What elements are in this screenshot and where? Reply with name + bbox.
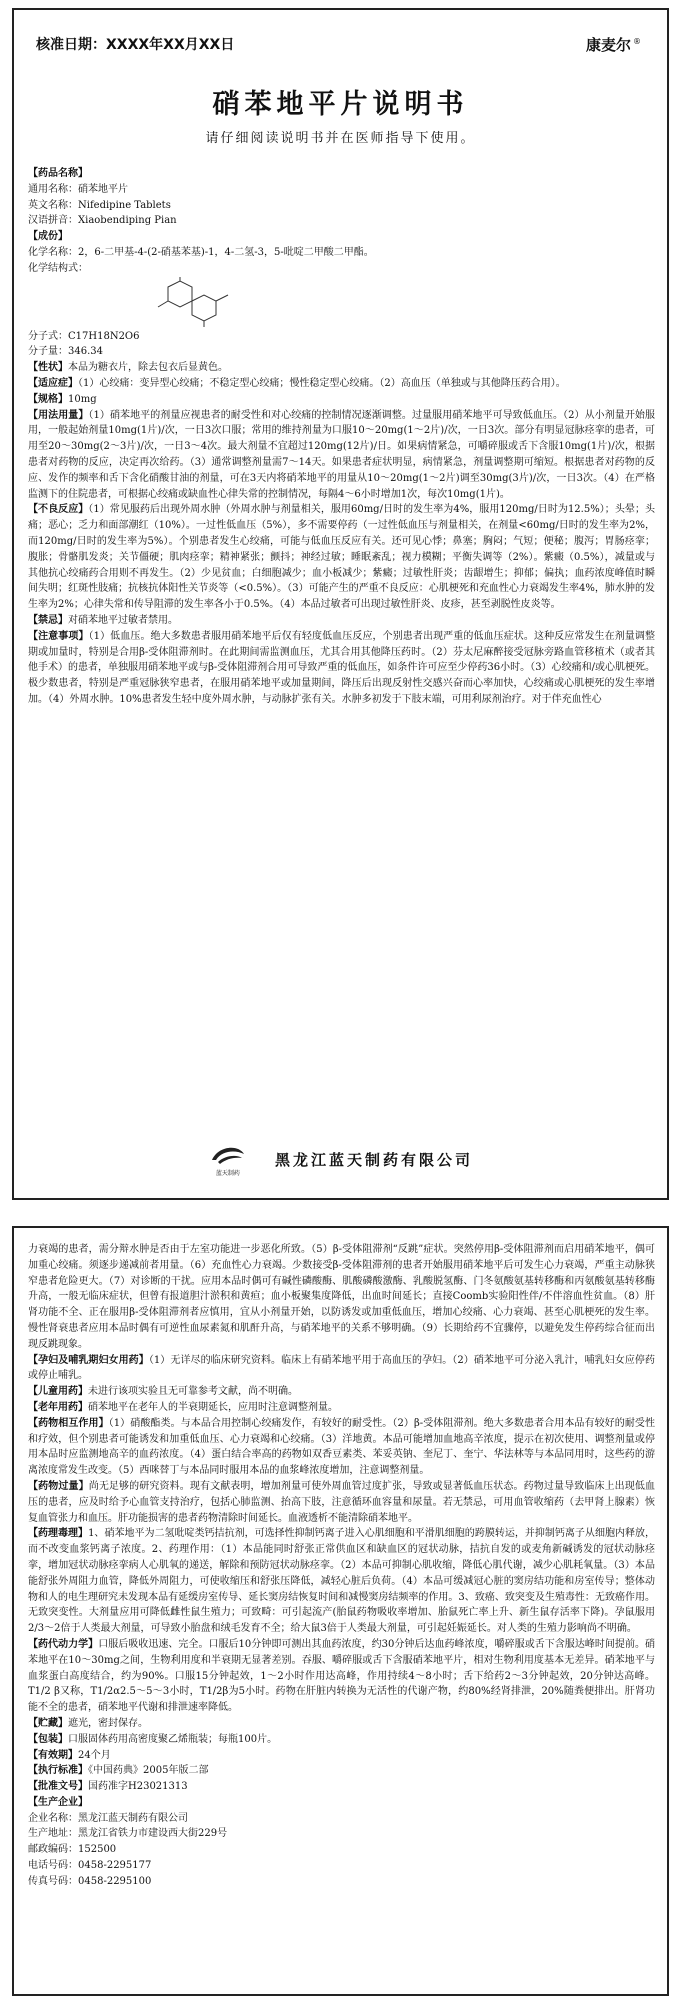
section [28, 1400, 655, 1416]
section [28, 1526, 655, 1637]
section-text: （1）心绞痛：变异型心绞痛；不稳定型心绞痛；慢性稳定型心绞痛。（2）高血压（单独或与其他降压药合用）。 [78, 377, 566, 389]
section [28, 392, 655, 408]
logo-text: 蓝天制药 [215, 1170, 240, 1177]
section-heading: 【不良反应】 [28, 504, 89, 516]
section-heading: 【儿童用药】 [28, 1386, 88, 1398]
section [28, 1763, 655, 1779]
section-heading: 【包装】 [28, 1733, 68, 1745]
section-text: 尚无足够的研究资料。现有文献表明，增加剂量可使外周血管过度扩张，导致或显著低血压状态。药物过量导致临床上出现低血压的患者，应及时给予心血管支持治疗，包括心肺监测、抬高下肢，注意循环血容量和尿量。若无禁忌，可用血管收缩药（去甲肾上腺素）恢复血管张力和血压。肝功能损害的患者药物清除时间延长。血液透析不能清除硝苯地平。 [28, 1480, 656, 1524]
section-line [28, 1242, 655, 1353]
section-line [28, 198, 655, 214]
section-text: 遮光，密封保存。 [68, 1717, 148, 1729]
section-heading: 【药代动力学】 [28, 1638, 99, 1650]
section [28, 1748, 655, 1764]
brand-name [586, 34, 641, 55]
section-list-1 [14, 146, 667, 708]
section-text: 口服后吸收迅速、完全。口服后10分钟即可测出其血药浓度，约30分钟后达血药峰浓度，嚼碎服或舌下含服达峰时间提前。硝苯地平在10～30mg之间，生物利用度和半衰期无显著差别。吞服、嚼碎服或舌下含服硝苯地平片，相对生物利用度基本无差异。硝苯地平与血浆蛋白高度结合，约为90%。口服15分钟起效，1～2小时作用达高峰，作用持续4～8小时；舌下给药2～3分钟起效，20分钟达高峰。T1/2 β又称，T1/2α2.5～5～3小时，T1/2β为5小时。药物在肝脏内转换为无活性的代谢产物，约80%经肾排泄，20%随粪便排出。肝肾功能不全的患者，硝苯地平代谢和排泄速率降低。 [28, 1638, 656, 1714]
section [28, 502, 655, 613]
section-heading: 【孕妇及哺乳期妇女用药】 [28, 1354, 149, 1366]
company-logo-icon [208, 1142, 248, 1176]
section [28, 1637, 655, 1716]
section [28, 1416, 655, 1479]
section-text: 英文名称：Nifedipine Tablets [28, 199, 171, 211]
document-subtitle: 请仔细阅读说明书并在医师指导下使用。 [205, 131, 476, 146]
section-text: 分子式：C17H18N2O6 [28, 330, 140, 342]
section-text: 对硝苯地平过敏者禁用。 [68, 614, 178, 626]
section [28, 408, 655, 503]
section [28, 629, 655, 708]
section [28, 1779, 655, 1795]
chemical-structure-icon [148, 277, 655, 329]
section-line [28, 261, 655, 277]
section-heading: 【禁忌】 [28, 614, 68, 626]
section-line [28, 1874, 655, 1890]
section-heading: 【老年用药】 [28, 1401, 88, 1413]
section [28, 1384, 655, 1400]
section-heading: 【批准文号】 [28, 1781, 88, 1793]
section-text: 24个月 [78, 1749, 111, 1761]
section [28, 1716, 655, 1732]
section-text: 分子量：346.34 [28, 346, 103, 358]
section-heading: 【用法用量】 [28, 409, 89, 421]
section-text: 邮政编码：152500 [28, 1844, 117, 1856]
section-heading: 【药理毒理】 [28, 1528, 89, 1540]
section-text: 1、硝苯地平为二氢吡啶类钙拮抗剂，可选择性抑制钙离子进入心肌细胞和平滑肌细胞的跨膜转运，并抑制钙离子从细胞内释放，而不改变血浆钙离子浓度。2、药理作用：（1）本品能同时舒张正常供血区和缺血区的冠状动脉，拮抗自发的或麦角新碱诱发的冠状动脉痉挛，增加冠状动脉痉挛病人心肌氧的递送，解除和预防冠状动脉痉挛。（2）本品可抑制心肌收缩，降低心肌代谢，减少心肌耗氧量。（3）本品能舒张外周阻力血管，降低外周阻力，可使收缩压和舒张压降低，减轻心脏后负荷。（4）本品可缓减冠心脏的窦房结功能和房室传导；整体动物和人的电生理研究未发现本品有延缓房室传导、延长窦房结恢复时间和减慢窦房结频率的作用。3、致癌、致突变及生殖毒性：无致癌作用。无致突变性。大剂量应用可降低雌性鼠生殖力；可致畸：可引起流产(胎鼠药物吸收率增加、胎鼠死亡率上升、新生鼠存活率下降)。孕鼠服用2/3～2倍于人类最大剂量，可导致小胎盘和绒毛发育不全；给大鼠3倍于人类最大剂量，可引起妊娠延长。对人类的生殖力影响尚不明确。 [28, 1528, 655, 1635]
section-heading: 【贮藏】 [28, 1717, 68, 1729]
section [28, 1795, 655, 1811]
section-text: 企业名称：黑龙江蓝天制药有限公司 [28, 1812, 188, 1824]
section-heading: 【药物相互作用】 [28, 1417, 109, 1429]
section-line [28, 1858, 655, 1874]
section-line [28, 182, 655, 198]
section-heading: 【适应症】 [28, 377, 78, 389]
section [28, 360, 655, 376]
section [28, 1732, 655, 1748]
section-text: 通用名称：硝苯地平片 [28, 183, 128, 195]
section-text: 国药准字H23021313 [88, 1781, 188, 1793]
section-text: （1）常见服药后出现外周水肿（外周水肿与剂量相关，服用60mg/日时的发生率为4%，服用120mg/日时为12.5%）；头晕；头痛；恶心；乏力和面部潮红（10%）。一过性低血压（5%），多不需要停药（一过性低血压与剂量相关，在剂量<60mg/日时的发生率为2%，而120mg/日时的发生率为5%）。个别患者发生心绞痛，可能与低血压反应有关。还可见心悸；鼻塞；胸闷；气短；便秘；腹泻；胃肠痉挛；腹胀；骨骼肌发炎；关节僵硬；肌肉痉挛；精神紧张；颤抖；神经过敏；睡眠紊乱；视力模糊；平衡失调等（2%）。紫癜（0.5%），减量或与其他抗心绞痛药合用则不再发生。（2）少见贫血；白细胞减少；血小板减少；紫癜；过敏性肝炎；齿龈增生；抑郁；偏执；血药浓度峰值时瞬间失明；红斑性肢痛；抗核抗体阳性关节炎等（<0.5%）。（3）可能产生的严重不良反应：心肌梗死和充血性心力衰竭发生率4%，肺水肿的发生率为2%；心律失常和传导阻滞的发生率各小于0.5%。（4）本品过敏者可出现过敏性肝炎、皮疹，甚至剥脱性皮炎等。 [28, 504, 656, 611]
section-line [28, 1842, 655, 1858]
section-heading: 【性状】 [28, 362, 68, 374]
section-line [28, 1811, 655, 1827]
section-text: 10mg [68, 393, 97, 405]
section-line [28, 245, 655, 261]
header [14, 10, 667, 58]
section-heading: 【药品名称】 [28, 168, 88, 179]
registered-mark-icon: ® [633, 37, 641, 46]
section-line [28, 213, 655, 229]
section-line [28, 329, 655, 345]
section-text: 口服固体药用高密度聚乙烯瓶装；每瓶100片。 [68, 1733, 278, 1745]
section [28, 1479, 655, 1526]
section-text: 电话号码：0458-2295177 [28, 1860, 152, 1872]
company-name: 黑龙江蓝天制药有限公司 [275, 1150, 474, 1169]
section-text: 化学名称：2，6-二甲基-4-(2-硝基苯基)-1，4-二氢-3，5-吡啶二甲酸二甲酯。 [28, 246, 374, 258]
section-heading: 【规格】 [28, 393, 68, 405]
section-text: （1）硝苯地平的剂量应视患者的耐受性和对心绞痛的控制情况逐渐调整。过量服用硝苯地平可导致低血压。（2）从小剂量开始服用，一般起始剂量10mg(1片)/次，一日3次口服；常用的维持剂量为口服10～20mg(1～2片)/次，一日3次。部分有明显冠脉痉挛的患者，可用至20～30mg(2～3片)/次，一日3～4次。最大剂量不宜超过120mg(12片)/日。如果病情紧急，可嚼碎服或舌下含服10mg(1片)/次，根据患者对药物的反应，决定再次给药。（3）通常调整剂量需7～14天。如果患者症状明显，病情紧急，剂量调整期可缩短。根据患者对药物的反应、发作的频率和舌下含化硝酸甘油的剂量，可在3天内将硝苯地平的用量从10～20mg(1～2片)调至30mg(3片)/次，一日3次。（4）在严格监测下的住院患者，可根据心绞痛或缺血性心律失常的控制情况，每隔4～6小时增加1次，每次10mg(1片)。 [28, 409, 655, 500]
section-heading: 【生产企业】 [28, 1796, 88, 1808]
section-list-2 [14, 1228, 667, 1890]
section [28, 166, 655, 182]
section [28, 376, 655, 392]
section-text: 本品为糖衣片，除去包衣后显黄色。 [68, 362, 228, 374]
section-text: 未进行该项实验且无可靠参考文献，尚不明确。 [88, 1386, 298, 1398]
section-text: （1）无详尽的临床研究资料。临床上有硝苯地平用于高血压的孕妇。（2）硝苯地平可分泌入乳汁，哺乳妇女应停药或停止哺乳。 [28, 1354, 655, 1382]
section-text: 力衰竭的患者，需分辩水肿是否由于左室功能进一步恶化所致。（5）β-受体阻滞剂“反跳”症状。突然停用β-受体阻滞剂而启用硝苯地平，偶可加重心绞痛。须逐步递减前者用量。（6）充血性心力衰竭。少数接受β-受体阻滞剂的患者开始服用硝苯地平后可发生心力衰竭，严重主动脉狭窄患者危险更大。（7）对诊断的干扰。应用本品时偶可有碱性磷酸酶、肌酸磷酸激酶、乳酸脱氢酶、门冬氨酸氨基转移酶和丙氨酸氨基转移酶升高，一般无临床症状，但曾有报道胆汁淤积和黄疸；血小板聚集度降低，出血时间延长；直接Coomb实验阳性伴/不伴溶血性贫血。（8）肝肾功能不全、正在服用β-受体阻滞剂者应慎用，宜从小剂量开始，以防诱发或加重低血压，增加心绞痛、心力衰竭、甚至心肌梗死的发生率。慢性肾衰患者应用本品时偶有可逆性血尿素氮和肌酐升高，与硝苯地平的关系不够明确。（9）长期给药不宜骤停，以避免发生停药综合征而出现反跳现象。 [28, 1244, 655, 1350]
brand-label: 康麦尔 [585, 36, 631, 54]
section-heading: 【成份】 [28, 231, 68, 243]
section [28, 613, 655, 629]
section-text: 生产地址：黑龙江省铁力市建设西大街229号 [28, 1828, 228, 1840]
section-text: 汉语拼音：Xiaobendiping Pian [28, 215, 177, 227]
section-heading: 【执行标准】 [28, 1765, 88, 1777]
section-line [28, 1826, 655, 1842]
section-heading: 【药物过量】 [28, 1480, 89, 1492]
section [28, 1353, 655, 1385]
leaflet-page-1 [12, 8, 669, 1200]
document-title: 硝苯地平片说明书 [212, 89, 469, 120]
leaflet-page-2 [12, 1226, 669, 1996]
approval-date: 核准日期：XXXX年XX月XX日 [36, 37, 235, 53]
section-line [28, 344, 655, 360]
section-text: 《中国药典》2005年版二部 [88, 1765, 209, 1777]
section-text: （1）低血压。绝大多数患者服用硝苯地平后仅有轻度低血压反应，个别患者出现严重的低血压症状。这种反应常发生在剂量调整期或加量时，特别是合用β-受体阻滞剂时。在此期间需监测血压，尤其合用其他降压药时。（2）芬太尼麻醉接受冠脉旁路血管移植术（或者其他手术）的患者，单独服用硝苯地平或与β-受体阻滞剂合用可导致严重的低血压，如条件许可应至少停药36小时。（3）心绞痛和/或心肌梗死。极少数患者，特别是严重冠脉狭窄患者，在服用硝苯地平或加量期间，降压后出现反射性交感兴奋而心率加快，心绞痛或心肌梗死的发生率增加。（4）外周水肿。10%患者发生轻中度外周水肿，与动脉扩张有关。水肿多初发于下肢末端，可用利尿剂治疗。对于伴充血性心 [28, 630, 655, 705]
section-text: （1）硝酸酯类。与本品合用控制心绞痛发作，有较好的耐受性。（2）β-受体阻滞剂。绝大多数患者合用本品有较好的耐受性和疗效，但个别患者可能诱发和加重低血压、心力衰竭和心绞痛。（3）洋地黄。本品可能增加血地高辛浓度，提示在初次使用、调整剂量或停用本品时应监测地高辛的血药浓度。（4）蛋白结合率高的药物如双香豆素类、苯妥英钠、奎尼丁、奎宁、华法林等与本品同用时，这些药的游离浓度常发生改变。（5）西咪替丁与本品同时服用本品的血浆峰浓度增加，注意调整剂量。 [28, 1417, 656, 1477]
section-text: 硝苯地平在老年人的半衰期延长，应用时注意调整剂量。 [88, 1401, 338, 1413]
section-text: 化学结构式： [28, 262, 88, 274]
section-text: 传真号码：0458-2295100 [28, 1875, 152, 1887]
section-heading: 【有效期】 [28, 1749, 78, 1761]
section-heading: 【注意事项】 [28, 630, 89, 642]
section [28, 229, 655, 245]
company-footer [14, 1142, 667, 1176]
